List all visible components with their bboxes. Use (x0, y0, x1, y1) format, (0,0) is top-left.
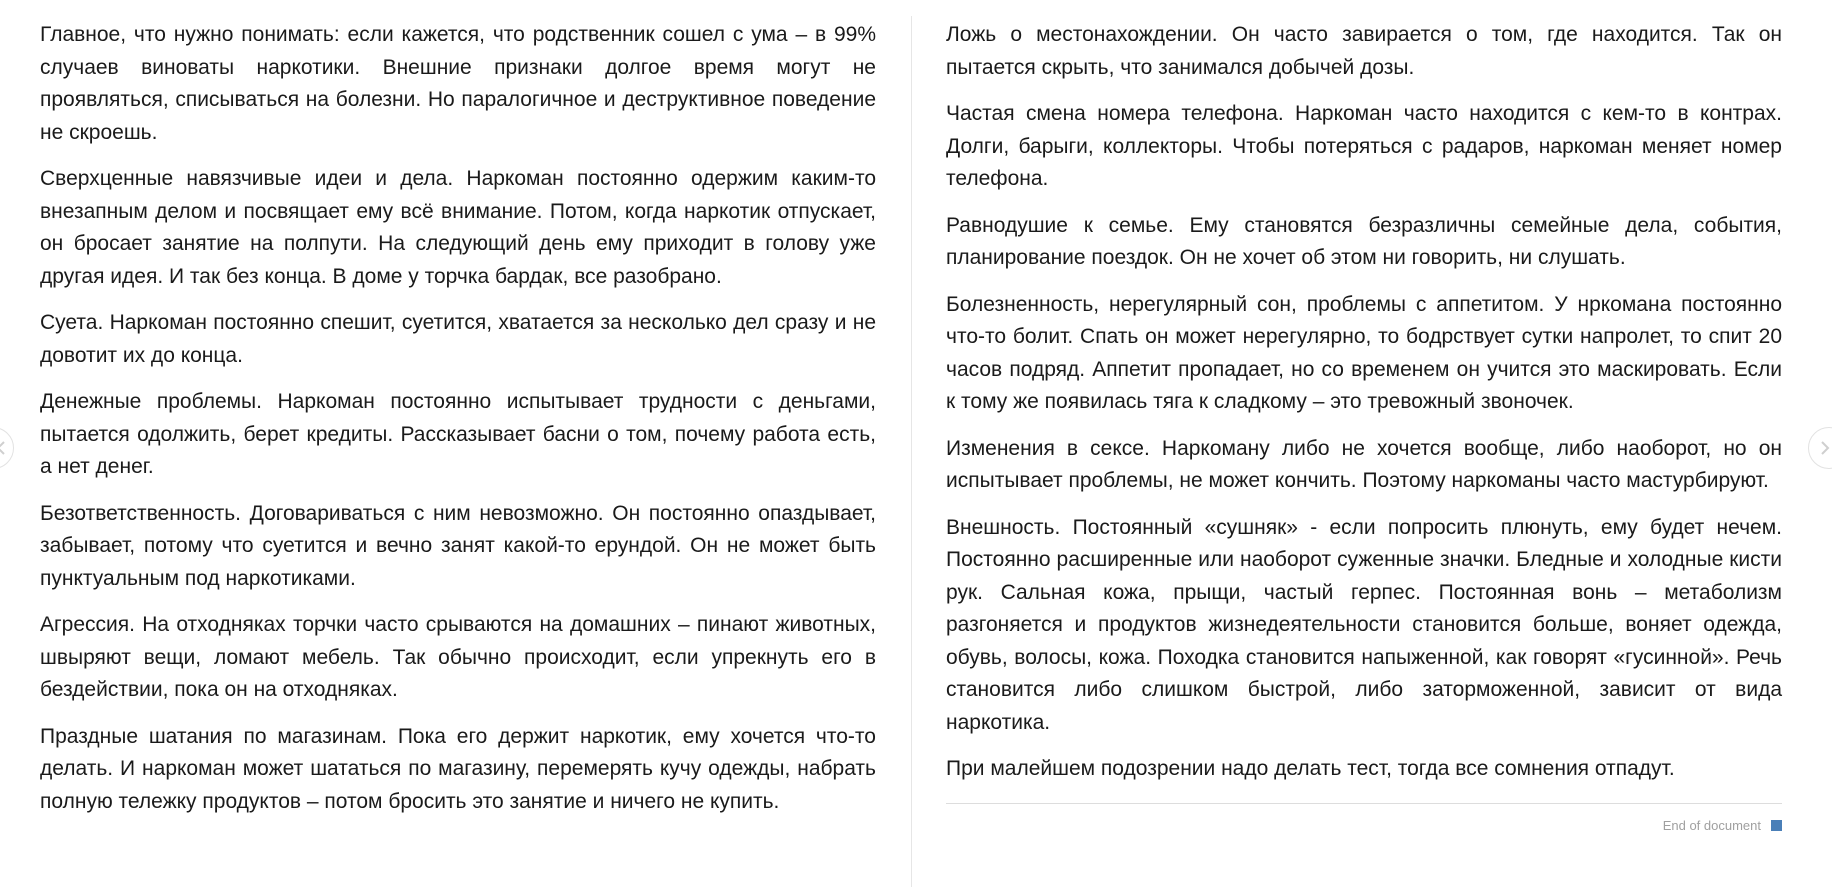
next-page-button[interactable] (1808, 427, 1832, 469)
paragraph: Равнодушие к семье. Ему становятся безразличны семейные дела, события, планирование поездок. Он не хочет об этом ни говорить, ни слушать. (946, 213, 1782, 269)
paragraph: Денежные проблемы. Наркоман постоянно испытывает трудности с деньгами, пытается одолжить, берет кредиты. Рассказывает басни о том, почему работа есть, а нет денег. (40, 390, 876, 478)
paragraph: Внешность. Постоянный «сушняк» - если попросить плюнуть, ему будет нечем. Постоянно расширенные или наоборот суженные значки. Бледные и холодные кисти рук. Сальная кожа, прыщи, частый герпес. Постоянная вонь – метаболизм разгоняется и продуктов жизнедеятельности становится больше, воняет одежда, обувь, волосы, кожа. Походка становится напыженной, как говорят «гусинной». Речь становится либо слишком быстрой, либо заторможенной, зависит от вида наркотика. (946, 515, 1782, 734)
previous-page-button[interactable] (0, 427, 14, 469)
paragraph: Суета. Наркоман постоянно спешит, суетится, хватается за несколько дел сразу и не довотит их до конца. (40, 311, 876, 367)
end-divider (946, 803, 1782, 804)
paragraph: Сверхценные навязчивые идеи и дела. Наркоман постоянно одержим каким-то внезапным делом и посвящает ему всё внимание. Потом, когда наркотик отпускает, он бросает занятие на полпути. На следующий день ему приходит в голову уже другая идея. И так без конца. В доме у торчка бардак, все разобрано. (40, 167, 876, 288)
end-of-document-label: End of document (1662, 818, 1761, 833)
paragraph: Агрессия. На отходняках торчки часто срываются на домашних – пинают животных, швыряют вещи, ломают мебель. Так обычно происходит, если упрекнуть его в бездействии, пока он на отходняках. (40, 613, 876, 701)
paragraph: Главное, что нужно понимать: если кажется, что родственник сошел с ума – в 99% случаев виноваты наркотики. Внешние признаки долгое время могут не проявляться, списываться на болезни. Но паралогичное и деструктивное поведение не скроешь. (40, 23, 876, 144)
end-marker-icon (1771, 820, 1782, 831)
left-column (40, 19, 876, 832)
column-divider (911, 16, 912, 887)
chevron-left-icon (0, 441, 9, 455)
right-column (946, 19, 1782, 834)
paragraph: При малейшем подозрении надо делать тест, тогда все сомнения отпадут. (946, 757, 1675, 780)
end-of-document (946, 818, 1782, 834)
paragraph: Изменения в сексе. Наркоману либо не хочется вообще, либо наоборот, но он испытывает проблемы, не может кончить. Поэтому наркоманы часто мастурбируют. (946, 436, 1782, 492)
paragraph: Ложь о местонахождении. Он часто завирается о том, где находится. Так он пытается скрыть, что занимался добычей дозы. (946, 23, 1782, 79)
paragraph: Безответственность. Договариваться с ним невозможно. Он постоянно опаздывает, забывает, потому что суетится и вечно занят какой-то ерундой. Он не может быть пунктуальным под наркотиками. (40, 501, 876, 590)
chevron-right-icon (1817, 441, 1831, 455)
paragraph: Частая смена номера телефона. Наркоман часто находится с кем-то в контрах. Долги, барыги, коллекторы. Чтобы потеряться с радаров, наркоман меняет номер телефона. (946, 102, 1782, 190)
paragraph: Болезненность, нерегулярный сон, проблемы с аппетитом. У нркомана постоянно что-то болит. Спать он может нерегулярно, то бодрствует сутки напролет, то спит 20 часов подряд. Аппетит пропадает, но со временем он учится это маскировать. Если к тому же появилась тяга к сладкому – это тревожный звоночек. (946, 292, 1782, 413)
paragraph: Праздные шатания по магазинам. Пока его держит наркотик, ему хочется что-то делать. И наркоман может шататься по магазину, перемерять кучу одежды, набрать полную тележку продуктов – потом бросить это занятие и ничего не купить. (40, 724, 876, 813)
